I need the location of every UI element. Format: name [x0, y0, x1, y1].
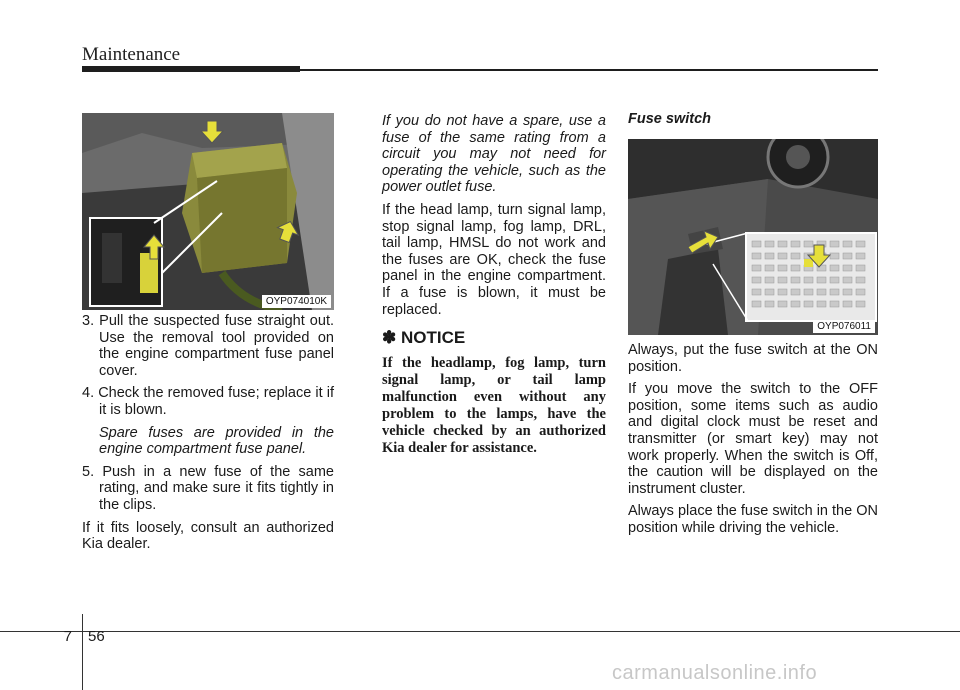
lamp-check-paragraph: If the head lamp, turn signal lamp, stop signal lamp, fog lamp, DRL, tail lamp, HMSL do not work and the fuses are OK, check the fuse panel in the engine compartment. If a fuse is blown, it must be replaced. [382, 201, 606, 318]
figure-code-label: OYP076011 [813, 320, 875, 333]
footer-rule [0, 631, 960, 632]
fuse-switch-figure [628, 139, 878, 335]
header-rule-thick [82, 66, 300, 72]
fuse-switch-paragraph-3: Always place the fuse switch in the ON position while driving the vehicle. [628, 503, 878, 536]
notice-heading: ✽ NOTICE [382, 328, 466, 348]
footer-divider [82, 614, 83, 690]
column-right [628, 342, 878, 543]
loose-fit-note: If it fits loosely, consult an authorized Kia dealer. [82, 519, 334, 553]
step-5-text: 5. Push in a new fuse of the same rating, and make sure it fits tightly in the clips. [82, 463, 334, 513]
fuse-switch-paragraph-1: Always, put the fuse switch at the ON position. [628, 342, 878, 375]
section-number-text: 7 [63, 628, 72, 645]
figure-code-label: OYP074010K [262, 295, 331, 308]
column-middle [382, 113, 606, 457]
page-header-title: Maintenance [82, 44, 181, 65]
no-spare-note: If you do not have a spare, use a fuse of the same rating from a circuit you may not need for operating the vehicle, such as the power outlet fuse. [382, 113, 606, 196]
page-number: 56 [88, 628, 105, 645]
engine-fuse-box-figure [82, 113, 334, 310]
notice-body: If the headlamp, fog lamp, turn signal lamp, or tail lamp malfunction even without any problem to the lamps, have the vehicle checked by an authorized Kia dealer for assistance. [382, 354, 606, 456]
fuse-switch-heading: Fuse switch [628, 111, 711, 127]
spare-fuse-note: Spare fuses are provided in the engine compartment fuse panel. [99, 424, 334, 458]
engine-fuse-box-illustration [82, 113, 334, 310]
step-3-text: 3. Pull the suspected fuse straight out. Use the removal tool provided on the engine compartment fuse panel cover. [82, 313, 334, 379]
step-4-text: 4. Check the removed fuse; replace it if it is blown. [82, 385, 334, 418]
column-left [82, 313, 334, 559]
watermark-text: carmanualsonline.info [612, 662, 818, 684]
fuse-switch-paragraph-2: If you move the switch to the OFF position, some items such as audio and digital clock must be reset and transmitter (or smart key) may not work properly. When the switch is Off, the caution will be displayed on the instrument cluster. [628, 381, 878, 497]
header-rule-thin [300, 69, 878, 71]
fuse-switch-illustration [628, 139, 878, 335]
